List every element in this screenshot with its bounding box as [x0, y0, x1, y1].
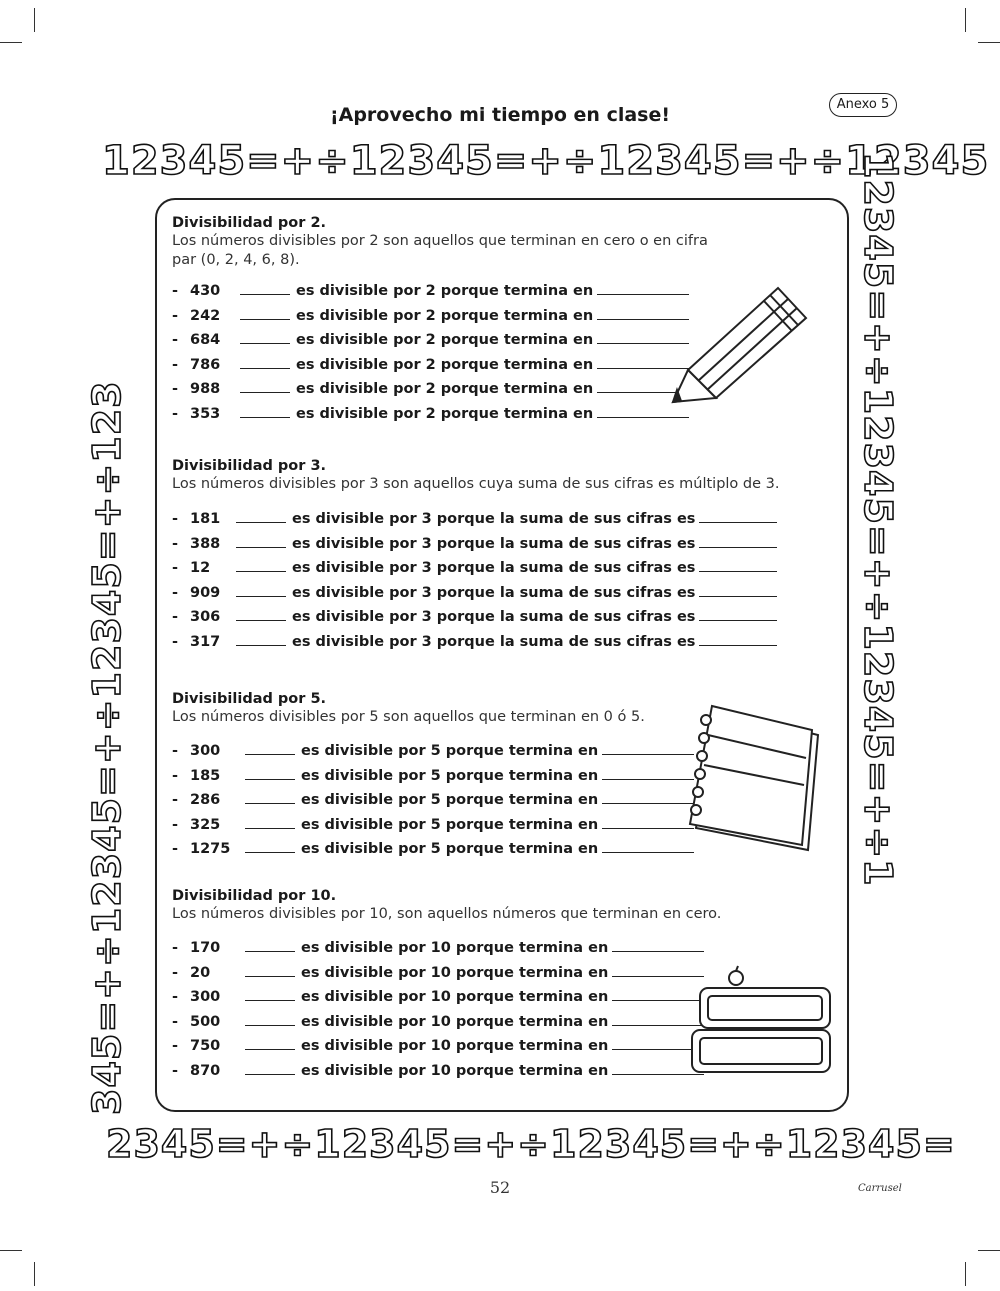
publisher-logo: Carrusel — [858, 1183, 902, 1194]
item-number: 300 — [190, 989, 221, 1005]
item-statement: es divisible por 10 porque termina en — [301, 1062, 609, 1079]
crop-mark — [0, 42, 22, 43]
item-statement: es divisible por 3 porque la suma de sus cifras es — [292, 535, 696, 552]
answer-blank-divisible[interactable] — [245, 837, 295, 853]
exercise-item — [172, 630, 842, 655]
item-number: 430 — [190, 283, 221, 299]
answer-blank-divisible[interactable] — [236, 630, 286, 646]
item-bullet: - — [172, 405, 179, 422]
crop-mark — [965, 8, 966, 32]
page-number: 52 — [489, 1178, 511, 1197]
answer-blank-reason[interactable] — [699, 581, 777, 597]
item-number: 306 — [190, 609, 221, 625]
item-bullet: - — [172, 609, 179, 625]
answer-blank-divisible[interactable] — [245, 1010, 295, 1026]
crop-mark — [978, 1250, 1000, 1251]
item-statement: es divisible por 5 porque termina en — [301, 816, 599, 833]
item-number: 786 — [190, 356, 221, 373]
answer-blank-divisible[interactable] — [240, 353, 290, 369]
item-statement: es divisible por 10 porque termina en — [301, 1038, 609, 1054]
item-bullet: - — [172, 767, 179, 784]
section-description-line: Los números divisibles por 3 son aquellos cuya suma de sus cifras es múltiplo de 3. — [172, 476, 780, 492]
item-bullet: - — [172, 381, 179, 397]
item-statement: es divisible por 2 porque termina en — [296, 381, 594, 397]
item-statement: es divisible por 2 porque termina en — [296, 356, 594, 373]
item-bullet: - — [172, 1038, 179, 1054]
section-divisibility-3 — [172, 457, 842, 654]
section-description-line: Los números divisibles por 2 son aquellos que terminan en cero o en cifra — [172, 233, 708, 249]
item-number: 500 — [190, 1013, 221, 1030]
answer-blank-divisible[interactable] — [236, 532, 286, 548]
item-number: 286 — [190, 792, 221, 808]
item-statement: es divisible por 2 porque termina en — [296, 332, 594, 348]
crop-mark — [965, 1262, 966, 1286]
section-description-line: Los números divisibles por 10, son aquellos números que terminan en cero. — [172, 906, 722, 922]
pencil-icon — [668, 280, 818, 410]
item-statement: es divisible por 5 porque termina en — [301, 743, 599, 759]
answer-blank-divisible[interactable] — [245, 1034, 295, 1050]
section-description-line: Los números divisibles por 5 son aquellos que terminan en 0 ó 5. — [172, 709, 645, 725]
exercise-item — [172, 581, 842, 606]
section-title: Divisibilidad por 5. — [172, 691, 327, 707]
books-apple-icon — [688, 964, 838, 1084]
item-bullet: - — [172, 940, 179, 956]
answer-blank-divisible[interactable] — [245, 813, 295, 829]
answer-blank-reason[interactable] — [699, 630, 777, 646]
item-statement: es divisible por 5 porque termina en — [301, 841, 599, 857]
answer-blank-divisible[interactable] — [245, 1059, 295, 1075]
item-number: 353 — [190, 405, 221, 422]
answer-blank-reason[interactable] — [699, 507, 777, 523]
crop-mark — [0, 1250, 22, 1251]
item-number: 750 — [190, 1038, 221, 1054]
item-statement: es divisible por 2 porque termina en — [296, 307, 594, 324]
item-number: 325 — [190, 816, 221, 833]
item-statement: es divisible por 3 porque la suma de sus cifras es — [292, 633, 696, 650]
number-border-bottom: 2345=+÷12345=+÷12345=+÷12345= — [106, 1122, 956, 1166]
item-bullet: - — [172, 633, 179, 650]
item-statement: es divisible por 10 porque termina en — [301, 964, 609, 981]
answer-blank-divisible[interactable] — [236, 556, 286, 572]
item-number: 1275 — [190, 841, 231, 857]
answer-blank-reason[interactable] — [612, 936, 704, 952]
exercise-item — [172, 507, 842, 532]
item-number: 300 — [190, 743, 221, 759]
answer-blank-divisible[interactable] — [240, 402, 290, 418]
exercise-item — [172, 532, 842, 557]
item-bullet: - — [172, 816, 179, 833]
item-number: 870 — [190, 1062, 221, 1079]
answer-blank-divisible[interactable] — [245, 739, 295, 755]
item-statement: es divisible por 5 porque termina en — [301, 767, 599, 784]
answer-blank-divisible[interactable] — [245, 961, 295, 977]
answer-blank-divisible[interactable] — [245, 985, 295, 1001]
answer-blank-reason[interactable] — [699, 605, 777, 621]
answer-blank-divisible[interactable] — [240, 377, 290, 393]
answer-blank-divisible[interactable] — [245, 788, 295, 804]
section-title: Divisibilidad por 2. — [172, 215, 327, 231]
item-number: 242 — [190, 307, 221, 324]
item-bullet: - — [172, 792, 179, 808]
section-title: Divisibilidad por 10. — [172, 888, 337, 904]
number-border-right: 12345=+÷12345=+÷12345=+÷1 — [856, 152, 900, 887]
annex-badge: Anexo 5 — [829, 93, 897, 117]
item-statement: es divisible por 10 porque termina en — [301, 989, 609, 1005]
item-number: 684 — [190, 332, 221, 348]
answer-blank-reason[interactable] — [699, 532, 777, 548]
item-bullet: - — [172, 511, 179, 527]
item-number: 185 — [190, 767, 221, 784]
item-bullet: - — [172, 743, 179, 759]
item-bullet: - — [172, 307, 179, 324]
notebook-icon — [678, 700, 828, 860]
item-number: 317 — [190, 633, 221, 650]
answer-blank-divisible[interactable] — [240, 279, 290, 295]
answer-blank-divisible[interactable] — [245, 936, 295, 952]
number-border-left: 345=+÷12345=+÷12345=+÷123 — [85, 380, 129, 1115]
item-bullet: - — [172, 283, 179, 299]
answer-blank-divisible[interactable] — [240, 304, 290, 320]
item-bullet: - — [172, 535, 179, 552]
number-border-top: 12345=+÷12345=+÷12345=+÷12345 — [102, 138, 990, 184]
answer-blank-divisible[interactable] — [245, 764, 295, 780]
page-title: ¡Aprovecho mi tiempo en clase! — [329, 104, 671, 126]
item-bullet: - — [172, 989, 179, 1005]
item-bullet: - — [172, 332, 179, 348]
exercise-item — [172, 936, 842, 961]
item-statement: es divisible por 3 porque la suma de sus cifras es — [292, 560, 696, 576]
item-statement: es divisible por 3 porque la suma de sus cifras es — [292, 511, 696, 527]
answer-blank-divisible[interactable] — [240, 328, 290, 344]
item-statement: es divisible por 10 porque termina en — [301, 940, 609, 956]
item-number: 12 — [190, 560, 211, 576]
item-statement: es divisible por 3 porque la suma de sus cifras es — [292, 584, 696, 601]
item-number: 181 — [190, 511, 221, 527]
answer-blank-divisible[interactable] — [236, 581, 286, 597]
item-bullet: - — [172, 1013, 179, 1030]
section-title: Divisibilidad por 3. — [172, 458, 327, 474]
item-bullet: - — [172, 841, 179, 857]
item-bullet: - — [172, 1062, 179, 1079]
item-number: 909 — [190, 584, 221, 601]
exercise-item — [172, 556, 842, 581]
answer-blank-divisible[interactable] — [236, 507, 286, 523]
item-number: 170 — [190, 940, 221, 956]
item-bullet: - — [172, 584, 179, 601]
item-statement: es divisible por 5 porque termina en — [301, 792, 599, 808]
crop-mark — [34, 1262, 35, 1286]
item-statement: es divisible por 2 porque termina en — [296, 405, 594, 422]
item-bullet: - — [172, 560, 179, 576]
exercise-list — [172, 507, 842, 654]
section-description-line: par (0, 2, 4, 6, 8). — [172, 252, 300, 268]
item-number: 988 — [190, 381, 221, 397]
item-number: 388 — [190, 535, 221, 552]
item-number: 20 — [190, 964, 211, 981]
crop-mark — [34, 8, 35, 32]
crop-mark — [978, 42, 1000, 43]
item-statement: es divisible por 10 porque termina en — [301, 1013, 609, 1030]
item-statement: es divisible por 3 porque la suma de sus cifras es — [292, 609, 696, 625]
item-bullet: - — [172, 356, 179, 373]
item-statement: es divisible por 2 porque termina en — [296, 283, 594, 299]
item-bullet: - — [172, 964, 179, 981]
exercise-item — [172, 605, 842, 630]
answer-blank-divisible[interactable] — [236, 605, 286, 621]
answer-blank-reason[interactable] — [699, 556, 777, 572]
